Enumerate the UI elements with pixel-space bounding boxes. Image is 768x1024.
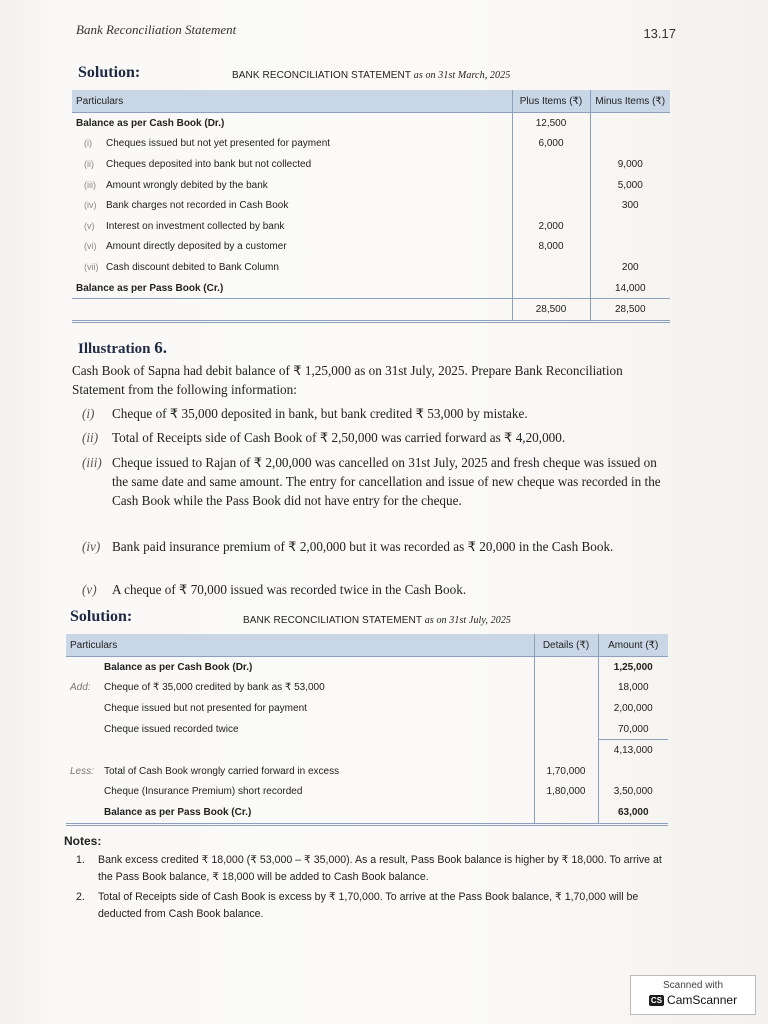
item-text: Cheque of ₹ 35,000 deposited in bank, but bank credited ₹ 53,000 by mistake.: [112, 406, 528, 421]
illustration-heading: [78, 338, 167, 358]
table-row: [72, 237, 670, 258]
plus-cell: [512, 278, 590, 299]
note-2: [76, 889, 678, 922]
row-label: Balance as per Cash Book (Dr.): [76, 117, 225, 129]
row-particulars: [66, 740, 534, 761]
item-marker: (iii): [82, 455, 102, 470]
solution-heading-2: Solution:: [70, 608, 133, 625]
table-header-row: [66, 634, 668, 657]
details-cell: [534, 740, 598, 761]
col-details: Details (₹): [534, 634, 598, 657]
amount-cell: 2,00,000: [598, 698, 668, 719]
plus-total: 28,500: [512, 299, 590, 322]
details-cell: [534, 678, 598, 699]
minus-cell: [590, 113, 670, 134]
row-number: (vii): [84, 261, 99, 272]
item-text: A cheque of ₹ 70,000 issued was recorded twice in the Cash Book.: [112, 582, 467, 597]
row-number: (i): [84, 138, 92, 149]
row-particulars: [72, 134, 512, 155]
row-particulars: [72, 113, 512, 134]
row-label: Cash discount debited to Bank Column: [106, 261, 279, 273]
table-row: [72, 154, 670, 175]
table-header-row: [72, 90, 670, 113]
item-text: Total of Receipts side of Cash Book of ₹ 2,50,000 was carried forward as ₹ 4,20,000.: [112, 430, 566, 445]
note-number: 2.: [76, 891, 85, 903]
amount-cell: 3,50,000: [598, 782, 668, 803]
item-text: Cheque issued to Rajan of ₹ 2,00,000 was cancelled on 31st July, 2025 and fresh cheque was issued on the same date and same amount. The entry for cancellation and issue of new cheque was recorded in the Cash Book while the Pass Book did not have entry for the cheque.: [112, 455, 661, 508]
solution-heading-1: Solution:: [78, 64, 141, 81]
row-number: (iii): [84, 179, 96, 190]
details-cell: 1,80,000: [534, 782, 598, 803]
note-number: 1.: [76, 854, 85, 866]
details-cell: [534, 698, 598, 719]
plus-cell: 8,000: [512, 237, 590, 258]
amount-cell: 4,13,000: [598, 740, 668, 761]
table-row: [72, 278, 670, 299]
illustration-number: 6.: [154, 338, 168, 357]
row-particulars: [72, 195, 512, 216]
camscanner-watermark: [630, 975, 756, 1015]
notes-heading: Notes:: [64, 834, 102, 848]
details-cell: 1,70,000: [534, 761, 598, 782]
row-particulars: [72, 154, 512, 175]
table-row: [72, 175, 670, 196]
plus-cell: 6,000: [512, 134, 590, 155]
totals-row: [72, 299, 670, 322]
row-label: Cheque issued recorded twice: [104, 723, 239, 735]
row-particulars: [72, 278, 512, 299]
minus-cell: [590, 134, 670, 155]
amount-cell: 70,000: [598, 719, 668, 740]
row-particulars: [66, 761, 534, 782]
row-particulars: [66, 678, 534, 699]
col-amount: Amount (₹): [598, 634, 668, 657]
table-row: [66, 802, 668, 824]
row-label: Cheque issued but not presented for payment: [104, 702, 307, 714]
statement-title-text-2: BANK RECONCILIATION STATEMENT: [243, 615, 422, 626]
minus-cell: 200: [590, 257, 670, 278]
row-particulars: [72, 216, 512, 237]
row-label: Cheque of ₹ 35,000 credited by bank as ₹ 53,000: [104, 682, 325, 694]
col-plus-items: Plus Items (₹): [512, 90, 590, 113]
plus-cell: [512, 195, 590, 216]
amount-cell: 63,000: [598, 802, 668, 824]
row-particulars: [66, 782, 534, 803]
camscanner-logo-icon: CS: [650, 996, 663, 1005]
plus-cell: [512, 257, 590, 278]
details-cell: [534, 802, 598, 824]
table-row: [66, 719, 668, 740]
running-title: Bank Reconciliation Statement: [76, 22, 237, 37]
table-row: [72, 195, 670, 216]
row-particulars: [66, 698, 534, 719]
row-label: Amount wrongly debited by the bank: [106, 179, 268, 191]
minus-cell: 14,000: [590, 278, 670, 299]
row-label: Amount directly deposited by a customer: [106, 241, 287, 253]
reconciliation-table-1: [72, 90, 670, 323]
row-particulars: [66, 719, 534, 740]
plus-cell: 2,000: [512, 216, 590, 237]
row-label: Cheque (Insurance Premium) short recorded: [104, 786, 303, 798]
statement-title-2: [243, 615, 511, 626]
statement-date-1: as on 31st March, 2025: [413, 70, 511, 81]
illustration-item-2: [82, 428, 672, 447]
col-particulars: Particulars: [66, 634, 534, 657]
illustration-item-4: [82, 537, 670, 556]
item-text: Bank paid insurance premium of ₹ 2,00,000 but it was recorded as ₹ 20,000 in the Cash Book.: [112, 539, 614, 554]
plus-cell: [512, 154, 590, 175]
table-row: [72, 113, 670, 134]
minus-cell: [590, 216, 670, 237]
row-label: Balance as per Pass Book (Cr.): [104, 806, 252, 818]
table-row: [72, 134, 670, 155]
col-minus-items: Minus Items (₹): [590, 90, 670, 113]
row-prefix: Add:: [70, 682, 91, 694]
row-particulars: [66, 802, 534, 824]
row-particulars: [66, 657, 534, 678]
item-marker: (ii): [82, 430, 99, 445]
amount-cell: [598, 761, 668, 782]
details-cell: [534, 719, 598, 740]
row-number: (v): [84, 220, 95, 231]
page-number: 13.17: [643, 26, 676, 41]
table-row: [72, 257, 670, 278]
note-text: Bank excess credited ₹ 18,000 (₹ 53,000 – ₹ 35,000). As a result, Pass Book balance is higher by ₹ 18,000. To arrive at the Pass Book balance, ₹ 18,000 will be added to Cash Book balance.: [98, 854, 662, 883]
illustration-label: Illustration: [78, 341, 151, 357]
minus-cell: 9,000: [590, 154, 670, 175]
row-number: (vi): [84, 241, 97, 252]
row-particulars: [72, 257, 512, 278]
row-label: Balance as per Cash Book (Dr.): [104, 661, 253, 673]
plus-cell: [512, 175, 590, 196]
row-particulars: [72, 237, 512, 258]
statement-title-1: [232, 70, 510, 81]
row-number: (iv): [84, 200, 97, 211]
row-label: Balance as per Pass Book (Cr.): [76, 282, 224, 294]
minus-cell: [590, 237, 670, 258]
row-prefix: Less:: [70, 765, 94, 777]
table-row: [66, 657, 668, 678]
minus-cell: 5,000: [590, 175, 670, 196]
watermark-brand-name: CamScanner: [667, 993, 738, 1007]
statement-title-text-1: BANK RECONCILIATION STATEMENT: [232, 70, 411, 81]
table-row: [66, 740, 668, 761]
row-label: Cheques deposited into bank but not collected: [106, 158, 312, 170]
table-row: [66, 782, 668, 803]
row-label: Cheques issued but not yet presented for payment: [106, 138, 331, 150]
details-cell: [534, 657, 598, 678]
plus-cell: 12,500: [512, 113, 590, 134]
statement-date-2: as on 31st July, 2025: [424, 615, 512, 626]
row-number: (ii): [84, 158, 94, 169]
table-row: [66, 698, 668, 719]
item-marker: (iv): [82, 539, 101, 554]
table-row: [66, 678, 668, 699]
minus-total: 28,500: [590, 299, 670, 322]
watermark-caption: Scanned with: [662, 980, 724, 991]
amount-cell: 18,000: [598, 678, 668, 699]
row-particulars: [72, 175, 512, 196]
illustration-item-1: [82, 404, 672, 423]
note-text: Total of Receipts side of Cash Book is excess by ₹ 1,70,000. To arrive at the Pass Book balance, ₹ 1,70,000 will be deducted from Cash Book balance.: [98, 891, 639, 920]
row-label: Total of Cash Book wrongly carried forward in excess: [104, 765, 340, 777]
note-1: [76, 852, 678, 885]
amount-cell: 1,25,000: [598, 657, 668, 678]
table-row: [66, 761, 668, 782]
illustration-item-3: [82, 453, 670, 510]
minus-cell: 300: [590, 195, 670, 216]
illustration-item-5: [82, 580, 670, 599]
reconciliation-table-2: [66, 634, 668, 826]
item-marker: (i): [82, 406, 95, 421]
row-label: Bank charges not recorded in Cash Book: [106, 200, 289, 212]
table-row: [72, 216, 670, 237]
item-marker: (v): [82, 582, 97, 597]
row-label: Interest on investment collected by bank: [106, 220, 285, 232]
totals-label-cell: [72, 299, 512, 322]
illustration-intro: Cash Book of Sapna had debit balance of ₹ 1,25,000 as on 31st July, 2025. Prepare Bank Reconciliation Statement from the following information:: [72, 363, 623, 397]
col-particulars: Particulars: [72, 90, 512, 113]
watermark-brand: [631, 993, 755, 1007]
